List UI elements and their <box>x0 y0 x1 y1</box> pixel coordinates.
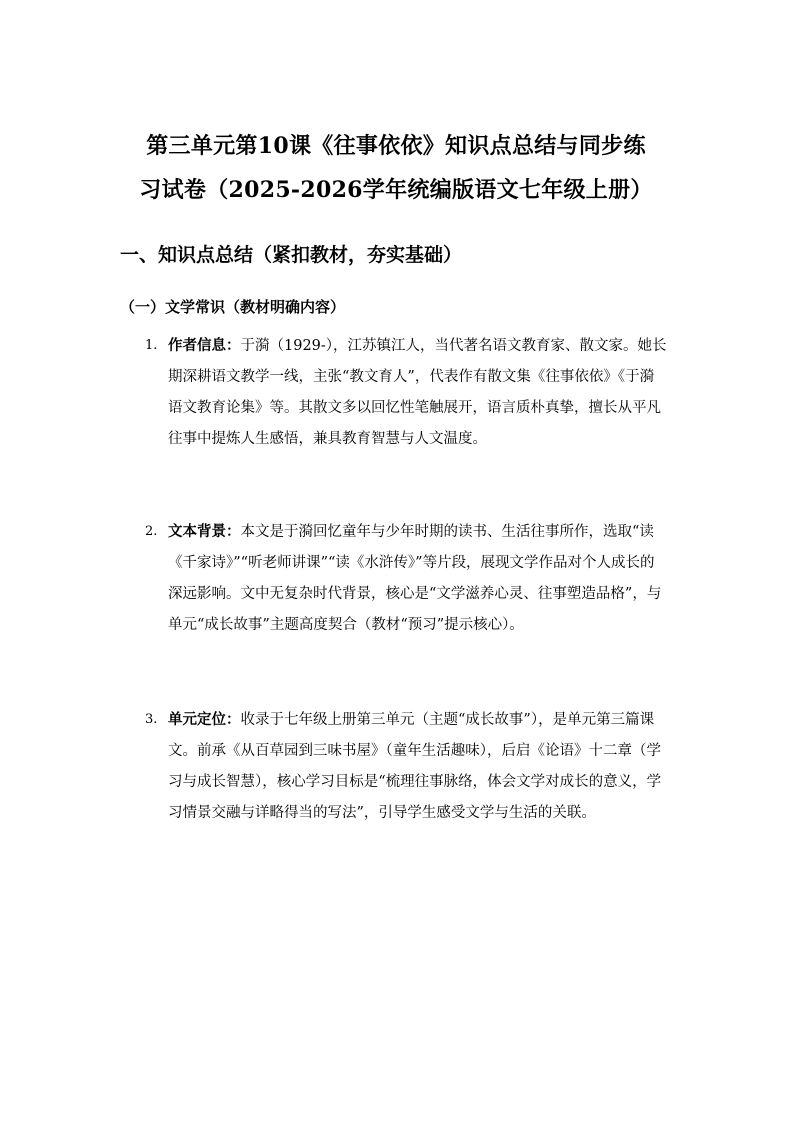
list-item-text: 于漪（1929-），江苏镇江人，当代著名语文教育家、散文家。她长期深耕语文教学一线，主张“教文育人”，代表作有散文集《往事依依》《于漪语文教育论集》等。其散文多以回忆性笔触展开，语言质朴真挚，擅长从平凡往事中提炼人生感悟，兼具教育智慧与人文温度。 <box>168 338 667 447</box>
list-item-number: 1. <box>145 338 158 353</box>
list-item-label: 单元定位： <box>168 711 241 728</box>
list-item-body <box>168 516 668 641</box>
list-item-label: 作者信息： <box>168 337 241 354</box>
subsection-heading: （一）文学常识（教材明确内容） <box>120 298 346 316</box>
list-item-number: 2. <box>145 524 158 539</box>
section-heading: 一、知识点总结（紧扣教材，夯实基础） <box>120 244 463 266</box>
list-item-text: 本文是于漪回忆童年与少年时期的读书、生活往事所作，选取“读《千家诗》”“听老师讲课”“读《水浒传》”等片段，展现文学作品对个人成长的深远影响。文中无复杂时代背景，核心是“文学滋养心灵、往事塑造品格”，与单元“成长故事”主题高度契合（教材“预习”提示核心）。 <box>168 524 662 633</box>
list-item-body <box>168 330 668 455</box>
list-item-text: 收录于七年级上册第三单元（主题“成长故事”），是单元第三篇课文。前承《从百草园到三味书屋》（童年生活趣味），后启《论语》十二章（学习与成长智慧），核心学习目标是“梳理往事脉络，体会文学对成长的意义，学习情景交融与详略得当的写法”，引导学生感受文学与生活的关联。 <box>168 712 662 821</box>
document-title-line-2: 习试卷（2025-2026学年统编版语文七年级上册） <box>139 177 653 203</box>
list-item-number: 3. <box>145 712 158 727</box>
list-item-label: 文本背景： <box>168 523 241 540</box>
document-title <box>96 124 696 212</box>
list-item-body <box>168 704 668 829</box>
document-title-line-1: 第三单元第10课《往事依依》知识点总结与同步练 <box>146 133 646 159</box>
